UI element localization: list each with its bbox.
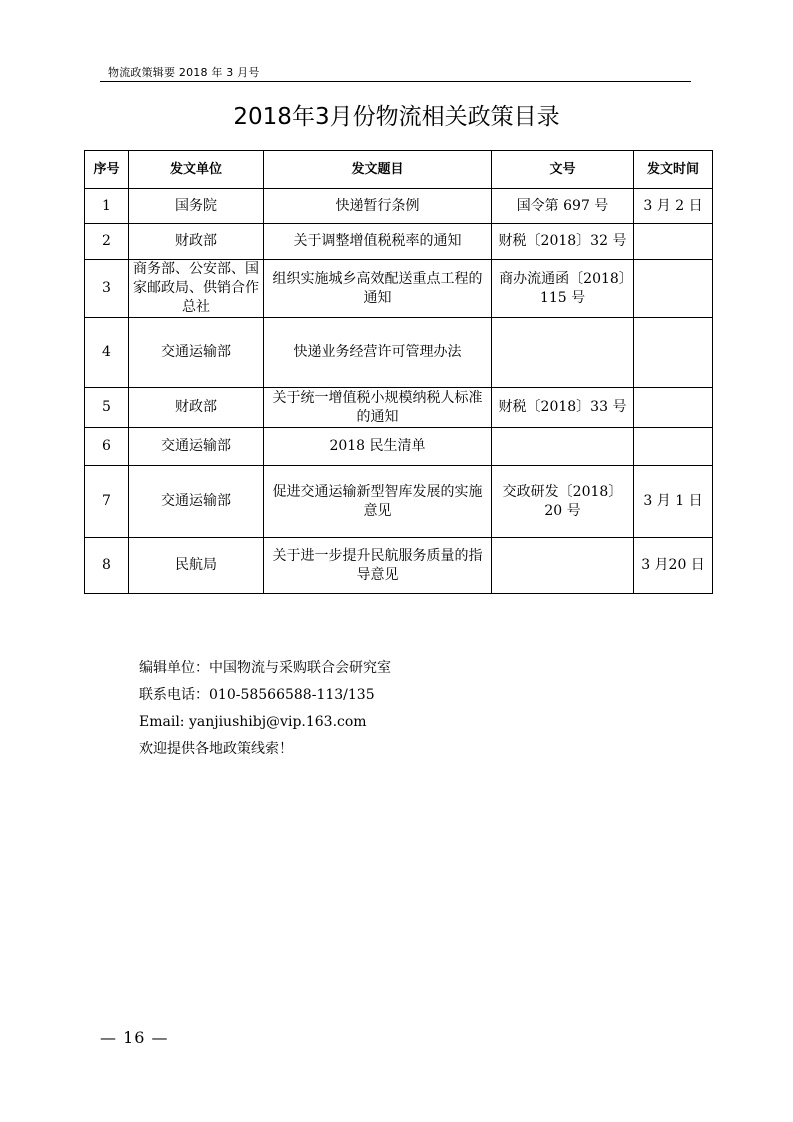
cell-no: 5: [85, 388, 129, 428]
table-row: [85, 189, 713, 224]
cell-unit: 国务院: [129, 189, 264, 224]
contact-email: Email: yanjiushibj@vip.163.com: [139, 714, 367, 730]
column-header-subject: 发文题目: [264, 151, 492, 189]
cell-date: 3 月 1 日: [634, 466, 713, 538]
cell-date: [634, 318, 713, 388]
cell-date: 3 月20 日: [634, 538, 713, 594]
cell-no: 8: [85, 538, 129, 594]
cell-date: [634, 260, 713, 318]
cell-subject: 2018 民生清单: [264, 428, 492, 466]
welcome-note: 欢迎提供各地政策线索！: [139, 741, 293, 757]
cell-subject: 组织实施城乡高效配送重点工程的通知: [264, 260, 492, 318]
column-header-doc: 文号: [492, 151, 634, 189]
running-header: 物流政策辑要 2018 年 3 月号: [108, 66, 260, 79]
cell-doc: 财税〔2018〕32 号: [492, 224, 634, 260]
cell-unit: 民航局: [129, 538, 264, 594]
cell-doc: 财税〔2018〕33 号: [492, 388, 634, 428]
cell-no: 4: [85, 318, 129, 388]
policy-table: [84, 150, 713, 594]
table-header-row: [85, 151, 713, 189]
cell-subject: 关于调整增值税税率的通知: [264, 224, 492, 260]
page-title: 2018年3月份物流相关政策目录: [233, 104, 560, 130]
column-header-date: 发文时间: [634, 151, 713, 189]
cell-subject: 快递业务经营许可管理办法: [264, 318, 492, 388]
table-row: [85, 428, 713, 466]
header-rule: [100, 81, 691, 82]
cell-no: 1: [85, 189, 129, 224]
cell-no: 3: [85, 260, 129, 318]
cell-unit: 财政部: [129, 224, 264, 260]
table-row: [85, 466, 713, 538]
cell-doc: 国令第 697 号: [492, 189, 634, 224]
contact-info: [139, 655, 391, 763]
cell-doc: 商办流通函〔2018〕115 号: [492, 260, 634, 318]
cell-unit: 交通运输部: [129, 318, 264, 388]
cell-unit: 交通运输部: [129, 466, 264, 538]
cell-subject: 促进交通运输新型智库发展的实施意见: [264, 466, 492, 538]
cell-date: [634, 388, 713, 428]
cell-unit: 交通运输部: [129, 428, 264, 466]
cell-date: [634, 224, 713, 260]
column-header-unit: 发文单位: [129, 151, 264, 189]
contact-phone: 联系电话：010-58566588-113/135: [139, 687, 375, 703]
cell-doc: 交政研发〔2018〕20 号: [492, 466, 634, 538]
editor-unit: 编辑单位：中国物流与采购联合会研究室: [139, 660, 391, 676]
cell-no: 6: [85, 428, 129, 466]
table-row: [85, 318, 713, 388]
column-header-no: 序号: [85, 151, 129, 189]
table-row: [85, 388, 713, 428]
table-row: [85, 260, 713, 318]
cell-date: 3 月 2 日: [634, 189, 713, 224]
table-row: [85, 224, 713, 260]
cell-unit: 财政部: [129, 388, 264, 428]
cell-doc: [492, 318, 634, 388]
table-row: [85, 538, 713, 594]
cell-date: [634, 428, 713, 466]
page-number: — 16 —: [100, 1028, 169, 1047]
cell-subject: 关于统一增值税小规模纳税人标准的通知: [264, 388, 492, 428]
cell-doc: [492, 538, 634, 594]
cell-subject: 关于进一步提升民航服务质量的指导意见: [264, 538, 492, 594]
cell-no: 2: [85, 224, 129, 260]
cell-no: 7: [85, 466, 129, 538]
cell-subject: 快递暂行条例: [264, 189, 492, 224]
cell-doc: [492, 428, 634, 466]
cell-unit: 商务部、公安部、国家邮政局、供销合作总社: [129, 260, 264, 318]
